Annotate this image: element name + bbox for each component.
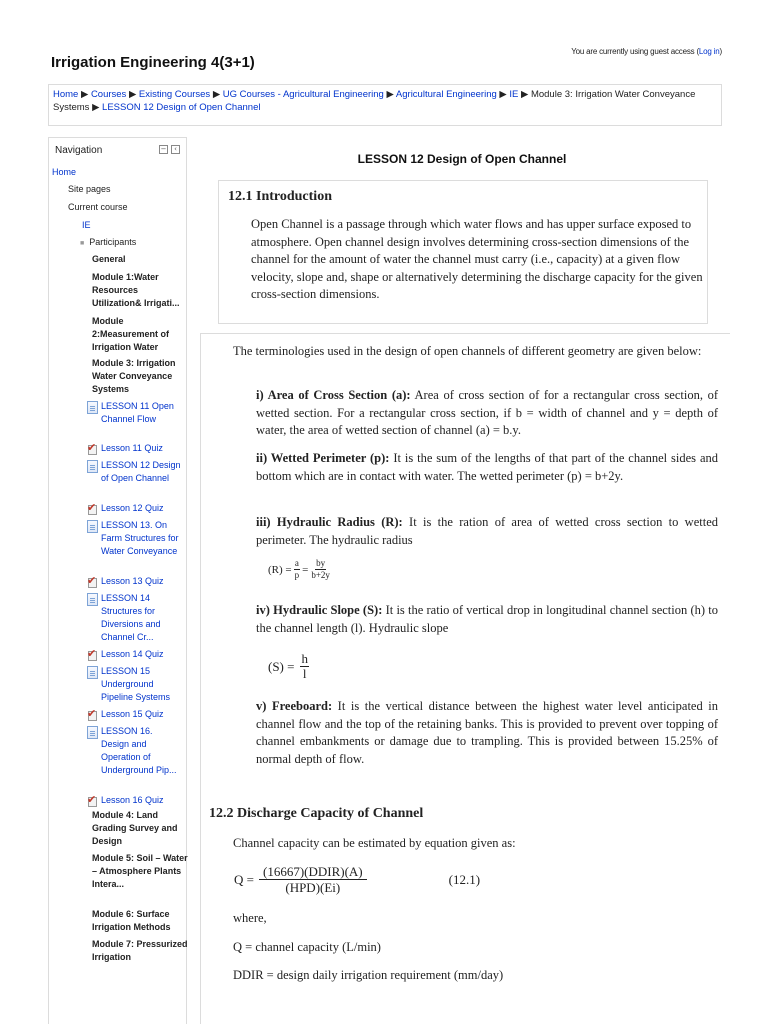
nav-lesson-label: LESSON 11 Open Channel Flow	[101, 401, 174, 424]
breadcrumb-ug-courses[interactable]: UG Courses - Agricultural Engineering	[222, 89, 384, 100]
quiz-icon: ✔	[87, 647, 97, 660]
site-title: Irrigation Engineering 4(3+1)	[51, 54, 255, 71]
eq-denominator: (HPD)(Ei)	[285, 880, 341, 895]
breadcrumb-separator: ▶	[128, 89, 137, 100]
nav-lesson-15[interactable]	[87, 665, 183, 704]
term-text: It is the ratio of vertical drop in longitudinal channel section (h) to the channel length (l). Hydraulic slope	[256, 603, 718, 635]
nav-lesson-16[interactable]	[87, 725, 183, 777]
nav-home[interactable]: Home	[52, 167, 77, 177]
term-wetted-perimeter	[256, 450, 718, 485]
breadcrumb-courses[interactable]: Courses	[90, 89, 127, 100]
nav-lesson-11-quiz[interactable]	[87, 442, 183, 455]
nav-participants-label: Participants	[89, 237, 137, 247]
sec2-intro: Channel capacity can be estimated by equation given as:	[233, 836, 516, 850]
eq-numerator: (16667)(DDIR)(A)	[259, 864, 367, 880]
page-header	[0, 0, 768, 84]
login-info	[571, 47, 722, 56]
breadcrumb	[48, 84, 722, 126]
nav-lesson-12-quiz[interactable]	[87, 502, 183, 515]
eq-numerator: a	[294, 558, 299, 568]
nav-lesson-label: Lesson 12 Quiz	[101, 503, 164, 513]
eq-fraction	[310, 558, 331, 581]
nav-lesson-13-quiz[interactable]	[87, 575, 183, 588]
where-label: where,	[233, 911, 267, 925]
nav-module6[interactable]: Module 6: Surface Irrigation Methods	[92, 909, 171, 933]
nav-site-pages[interactable]: Site pages	[68, 184, 111, 194]
nav-lesson-16-quiz[interactable]	[87, 794, 183, 807]
nav-lesson-13[interactable]	[87, 519, 183, 558]
eq-lhs: Q =	[234, 871, 254, 887]
eq-denominator: b+2y	[311, 570, 330, 580]
nav-lesson-label: Lesson 16 Quiz	[101, 795, 164, 805]
breadcrumb-existing-courses[interactable]: Existing Courses	[138, 89, 211, 100]
page-icon	[87, 520, 98, 533]
breadcrumb-agri-eng[interactable]: Agricultural Engineering	[395, 89, 497, 100]
breadcrumb-separator: ▶	[386, 89, 394, 100]
nav-participants[interactable]	[80, 236, 136, 250]
page-icon	[87, 666, 98, 679]
nav-lesson-14[interactable]	[87, 592, 183, 644]
term-freeboard	[256, 698, 718, 768]
definition: DDIR = design daily irrigation requirement (mm/day)	[233, 968, 504, 982]
page-icon	[87, 460, 98, 473]
nav-module3[interactable]: Module 3: Irrigation Water Conveyance Systems	[92, 358, 176, 395]
nav-lesson-label: LESSON 13. On Farm Structures for Water Conveyance	[101, 520, 179, 556]
bullet-icon: ■	[80, 240, 85, 247]
nav-lesson-label: LESSON 12 Design of Open Channel	[101, 460, 181, 483]
term-area	[256, 387, 718, 440]
nav-module1[interactable]: Module 1:Water Resources Utilization& Irrigati...	[92, 272, 180, 309]
quiz-icon: ✔	[87, 793, 97, 806]
nav-lesson-label: LESSON 14 Structures for Diversions and Channel Cr...	[101, 593, 161, 642]
main-header	[196, 137, 720, 173]
eq-lhs: (S) =	[268, 658, 295, 674]
eq-equals: =	[302, 563, 309, 576]
breadcrumb-home[interactable]: Home	[53, 89, 79, 100]
equation-hydraulic-radius	[268, 558, 333, 581]
nav-lesson-14-quiz[interactable]	[87, 648, 183, 661]
intro-heading: 12.1 Introduction	[228, 189, 332, 204]
definition: Q = channel capacity (L/min)	[233, 940, 381, 954]
page-icon	[87, 726, 98, 739]
nav-lesson-label: Lesson 14 Quiz	[101, 649, 164, 659]
eq-numerator: by	[316, 558, 326, 568]
breadcrumb-separator: ▶	[80, 89, 89, 100]
nav-module4[interactable]: Module 4: Land Grading Survey and Design	[92, 810, 178, 847]
term-label: i) Area of Cross Section (a):	[256, 388, 411, 402]
equation-discharge	[234, 864, 480, 895]
nav-lesson-11[interactable]	[87, 400, 183, 426]
eq-denominator: l	[302, 666, 307, 681]
term-hydraulic-slope	[256, 602, 718, 637]
breadcrumb-ie[interactable]: IE	[509, 89, 519, 100]
nav-lesson-label: Lesson 11 Quiz	[101, 443, 163, 453]
nav-lesson-label: LESSON 16. Design and Operation of Underground Pip...	[101, 726, 177, 775]
nav-current-course[interactable]: Current course	[68, 202, 128, 212]
term-label: v) Freeboard:	[256, 699, 333, 713]
section-heading: 12.2 Discharge Capacity of Channel	[209, 806, 424, 821]
term-text: It is the vertical distance between the highest water level anticipated in channel flow and the top of the retaining banks. This is provided to prevent over topping of channel embankments or damage due to trampling. This is provided between 15.25% of normal depth of flow.	[256, 699, 718, 766]
page-icon	[87, 401, 98, 414]
nav-lesson-label: LESSON 15 Underground Pipeline Systems	[101, 666, 171, 702]
navigation-block	[48, 137, 187, 1024]
term-label: iii) Hydraulic Radius (R):	[256, 515, 403, 529]
eq-fraction	[300, 652, 309, 681]
login-text: You are currently using guest access (	[571, 47, 699, 56]
quiz-icon: ✔	[87, 441, 97, 454]
nav-module5[interactable]: Module 5: Soil – Water – Atmosphere Plants Intera...	[92, 853, 188, 890]
nav-lesson-12[interactable]	[87, 459, 183, 485]
intro-text: Open Channel is a passage through which water flows and has upper surface exposed to atmosphere. Open channel design involves determining cross-section dimensions of the channel for the amount of water the channel must carry (i.e., capacity) at a given flow velocity, slope and, shape or alternatively determining the discharge capacity for the given cross-section dimensions.	[251, 217, 703, 302]
quiz-icon: ✔	[87, 707, 97, 720]
breadcrumb-separator: ▶	[212, 89, 221, 100]
term-text: It is the ration of area of wetted cross section to wetted perimeter. The hydraulic radius	[256, 515, 718, 547]
nav-lesson-label: Lesson 13 Quiz	[101, 576, 164, 586]
navigation-title: Navigation	[55, 145, 103, 156]
eq-fraction	[294, 558, 301, 581]
dock-icon[interactable]: ‹	[171, 145, 180, 154]
login-link[interactable]: Log in	[698, 47, 720, 56]
breadcrumb-separator: ▶	[521, 89, 529, 100]
login-close: )	[719, 47, 722, 56]
quiz-icon: ✔	[87, 501, 97, 514]
nav-lesson-label: Lesson 15 Quiz	[101, 709, 164, 719]
collapse-icon[interactable]: −	[160, 145, 167, 153]
page-icon	[87, 593, 98, 606]
eq-fraction	[259, 864, 367, 895]
terms-intro: The terminologies used in the design of open channels of different geometry are given below:	[233, 344, 702, 358]
nav-course-ie[interactable]: IE	[82, 220, 91, 230]
content-section	[200, 333, 730, 1024]
nav-general[interactable]: General	[92, 254, 126, 264]
nav-module7[interactable]: Module 7: Pressurized Irrigation	[92, 939, 188, 963]
term-text: It is the sum of the lengths of that part of the channel sides and bottom which are in contact with water. The wetted perimeter (p) = b+2y.	[256, 451, 718, 483]
quiz-icon: ✔	[87, 574, 97, 587]
navigation-controls	[159, 145, 180, 154]
nav-lesson-15-quiz[interactable]	[87, 708, 183, 721]
breadcrumb-module3: Module 3: Irrigation Water Conveyance Systems	[53, 89, 696, 113]
term-text: Area of cross section of for a rectangular cross section, of wetted section. For a rectangular cross section, if b = width of channel and y = depth of water, the area of wetted section of channel (a) = b.y.	[256, 388, 718, 437]
term-hydraulic-radius	[256, 514, 718, 549]
breadcrumb-separator: ▶	[92, 102, 100, 113]
intro-section	[218, 180, 708, 324]
nav-module2[interactable]: Module 2:Measurement of Irrigation Water	[92, 316, 170, 353]
term-label: ii) Wetted Perimeter (p):	[256, 451, 390, 465]
eq-denominator: p	[294, 570, 300, 580]
page-title: LESSON 12 Design of Open Channel	[357, 152, 567, 166]
breadcrumb-separator: ▶	[499, 89, 507, 100]
term-label: iv) Hydraulic Slope (S):	[256, 603, 383, 617]
eq-number: (12.1)	[448, 871, 481, 887]
eq-numerator: h	[301, 651, 308, 666]
breadcrumb-lesson12[interactable]: LESSON 12 Design of Open Channel	[102, 102, 261, 113]
equation-hydraulic-slope	[268, 652, 311, 681]
eq-lhs: (R) =	[268, 563, 292, 576]
